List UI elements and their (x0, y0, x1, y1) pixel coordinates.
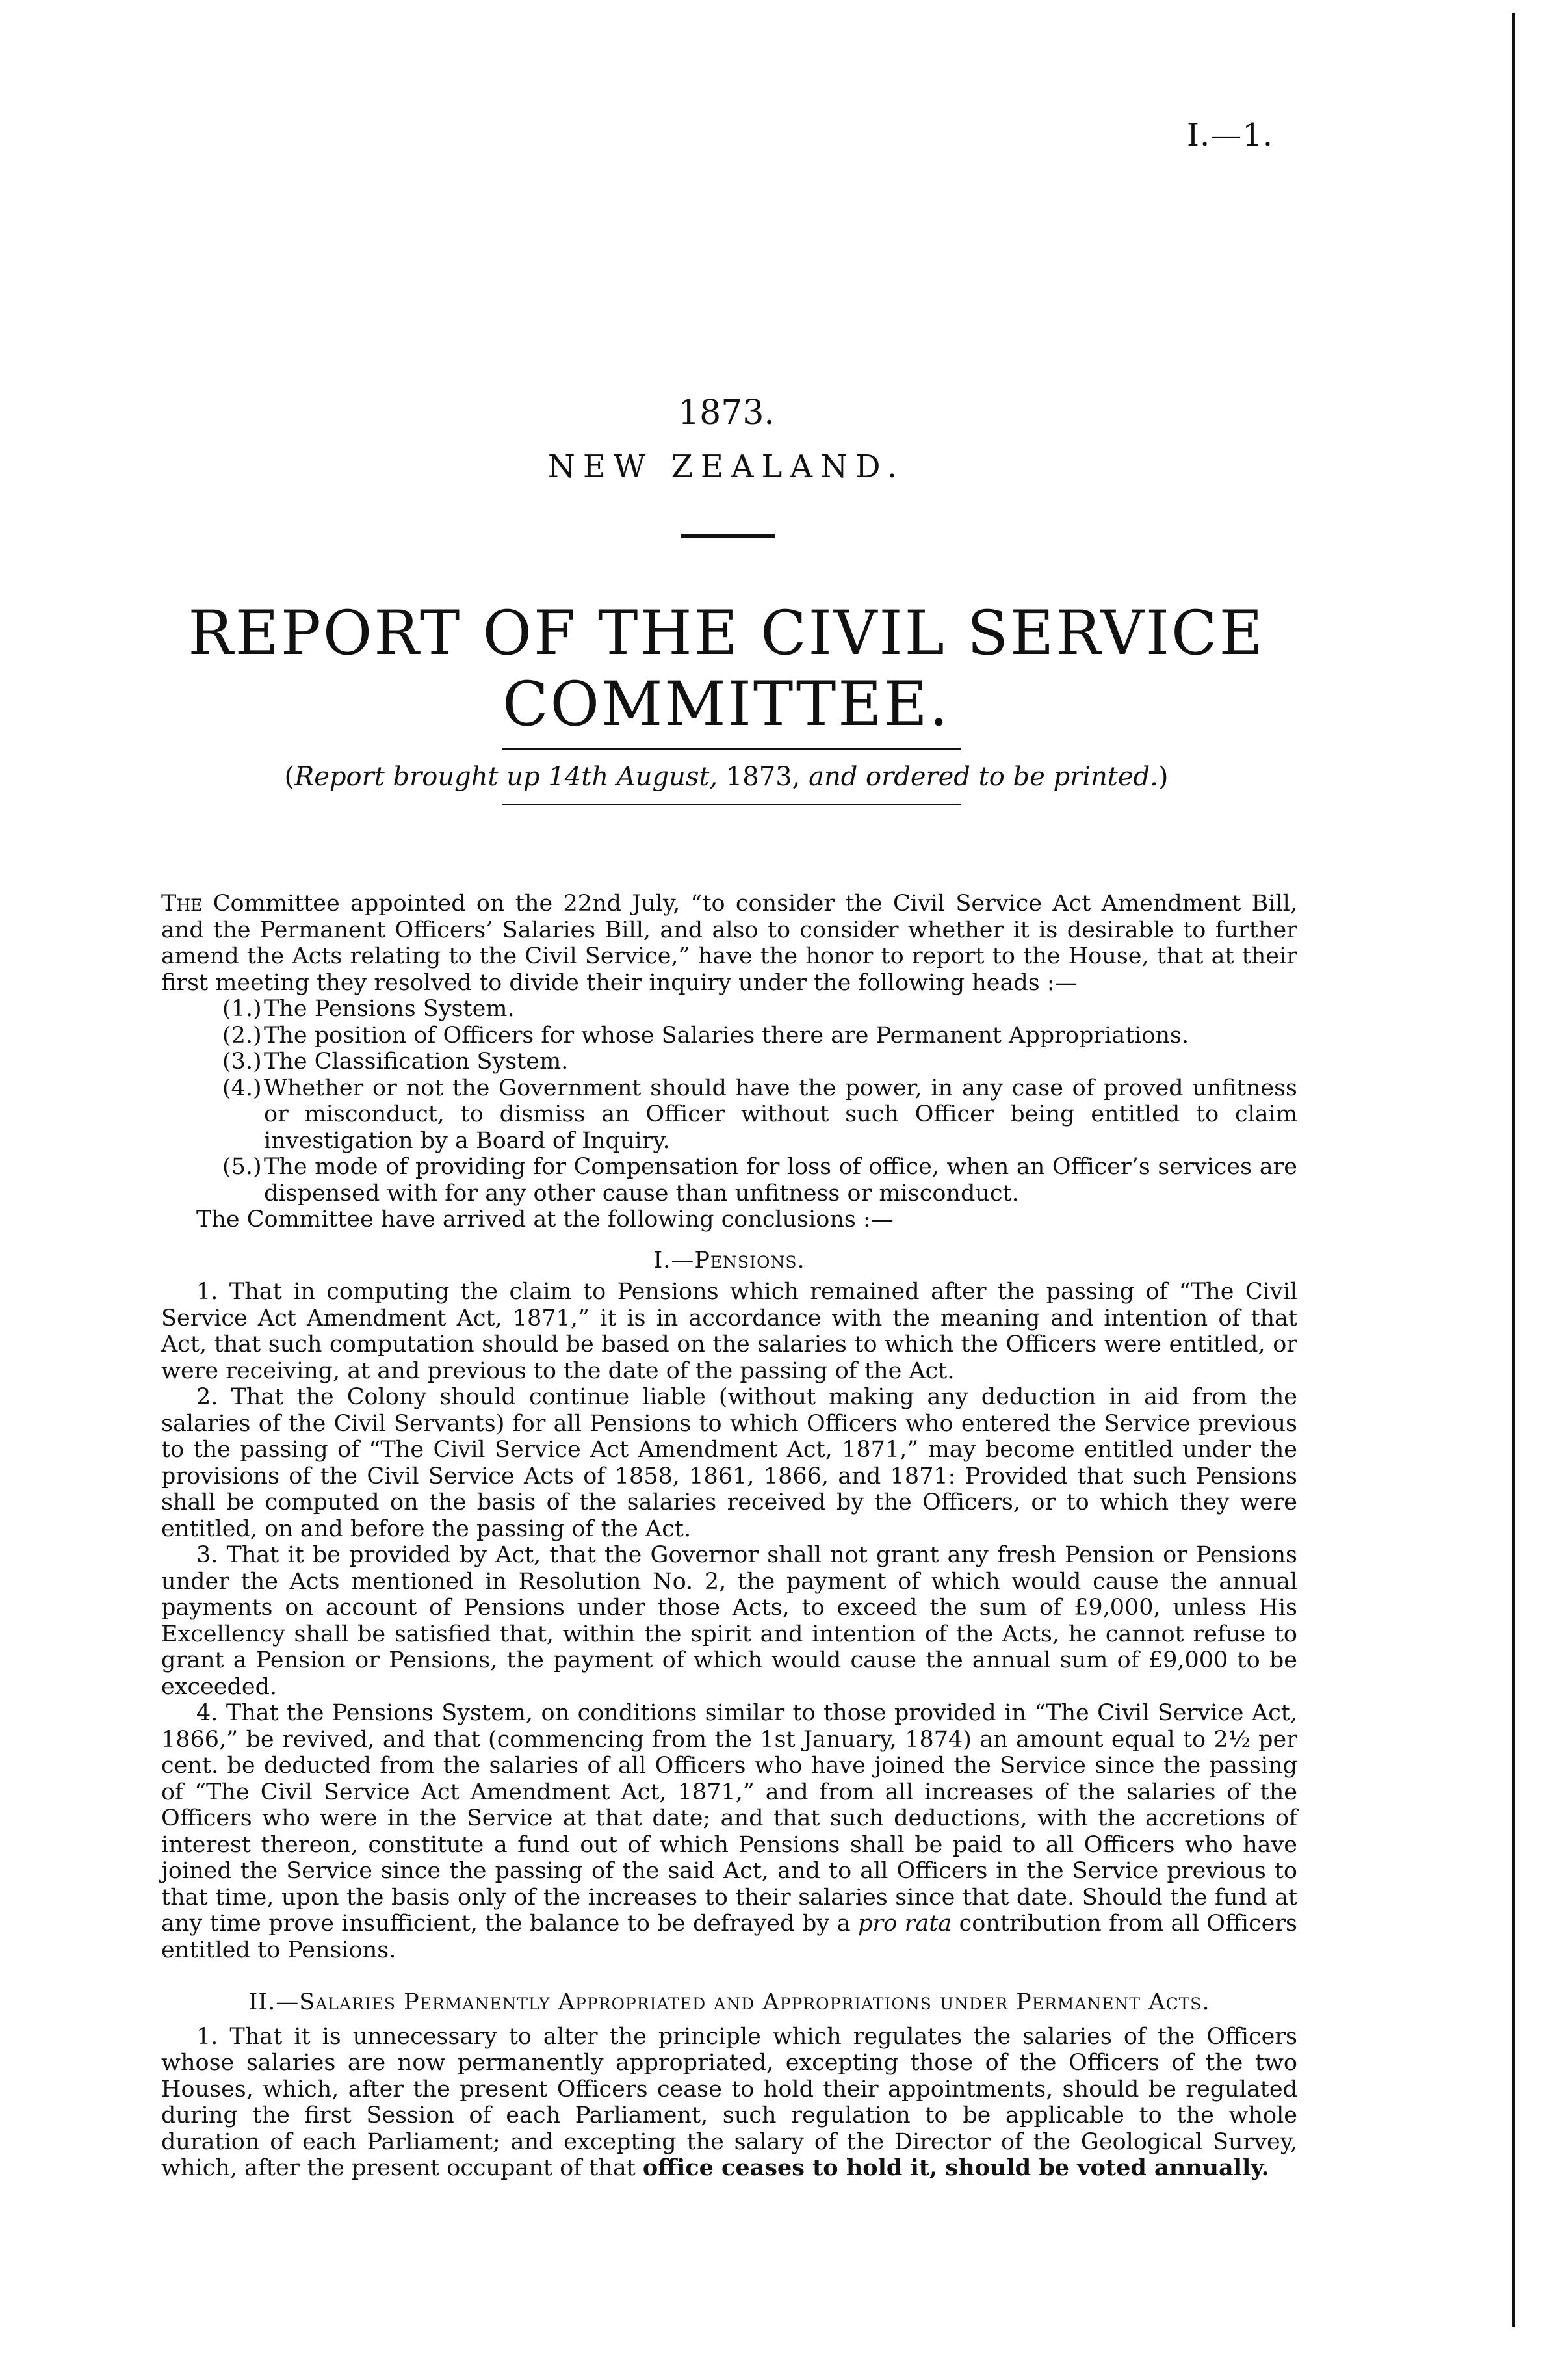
head-item-4 (161, 1075, 1297, 1155)
head-text: The mode of providing for Compensation for loss of office, when an Officer’s services are dispensed with for any other cause than unfitness or misconduct. (264, 1154, 1297, 1207)
page-reference: I.—1. (1187, 117, 1274, 153)
resolution-4-italic: pro rata (857, 1911, 952, 1937)
subtitle-rule-top (502, 748, 961, 750)
pensions-resolution-3: 3. That it be provided by Act, that the Governor shall not grant any fresh Pension or Pensions under the Acts mentioned in Resolution No. 2, the payment of which would cause the annual payments on account of Pensions under those Acts, to exceed the sum of £9,000, unless His Excellency shall be satisfied that, within the spirit and intention of the Acts, he cannot refuse to grant a Pension or Pensions, the payment of which would cause the annual sum of £9,000 to be exceeded. (161, 1542, 1297, 1700)
intro-paragraph (161, 891, 1297, 996)
head-item-1 (161, 996, 1297, 1023)
pensions-resolution-1: 1. That in computing the claim to Pensions which remained after the passing of “The Civil Service Act Amendment Act, 1871,” it is in accordance with the meaning and intention of that Act, that such computation should be based on the salaries to which the Officers were entitled, or were receiving, at and previous to the date of the passing of the Act. (161, 1279, 1297, 1384)
section-heading-salaries: II.—Salaries Permanently Appropriated and Appropriations under Permanent Acts. (248, 1989, 1210, 2015)
title-divider (681, 534, 775, 538)
head-text: The Classification System. (264, 1049, 569, 1075)
subtitle-italic-part1: Report brought up 14th August, (294, 762, 718, 792)
head-number: (4.) (222, 1075, 262, 1101)
intro-text: Committee appointed on the 22nd July, “to consider the Civil Service Act Amendment Bill, and the Permanent Officers’ Salaries Bill, and also to consider whether it is desirable to further amend the Acts relating to the Civil Service,” have the honor to report to the House, that at their first meeting they resolved to divide their inquiry under the following heads :— (161, 891, 1297, 996)
salaries-resolution-1 (161, 2024, 1297, 2182)
head-number: (1.) (222, 996, 262, 1022)
conclusions-intro: The Committee have arrived at the following conclusions :— (196, 1207, 894, 1233)
salaries-resolution-text: 1. That it is unnecessary to alter the principle which regulates the salaries of the Officers whose salaries are now permanently appropriated, excepting those of the Officers of the two Houses, which, after the present Officers cease to hold their appointments, should be regulated during the first Session of each Parliament, such regulation to be applicable to the whole duration of each Parliament; and excepting the salary of the Director of the Geological Survey, which, after the present occupant of that (161, 2023, 1297, 2181)
report-title: REPORT OF THE CIVIL SERVICE COMMITTEE. (188, 598, 1265, 740)
head-number: (3.) (222, 1049, 262, 1075)
right-margin-rule (1512, 13, 1515, 2327)
head-text: The Pensions System. (264, 996, 515, 1022)
salaries-resolution-end: office ceases to hold it, should be voted annually. (642, 2154, 1269, 2181)
subtitle-italic-part2: and ordered to be printed. (809, 762, 1158, 792)
head-number: (2.) (222, 1022, 262, 1049)
pensions-resolution-2: 2. That the Colony should continue liable (without making any deduction in aid from the salaries of the Civil Servants) for all Pensions to which Officers who entered the Service previous to the passing of “The Civil Service Act Amendment Act, 1871,” may become entitled under the provisions of the Civil Service Acts of 1858, 1861, 1866, and 1871: Provided that such Pensions shall be computed on the basis of the salaries received by the Officers, or to which they were entitled, on and before the passing of the Act. (161, 1384, 1297, 1542)
section-heading-pensions: I.—Pensions. (653, 1247, 805, 1274)
subtitle-rule-bottom (502, 804, 961, 805)
subtitle-close-paren: ) (1158, 762, 1169, 792)
pensions-resolution-4 (161, 1700, 1297, 1963)
head-number: (5.) (222, 1154, 262, 1180)
document-country: NEW ZEALAND. (547, 449, 905, 485)
report-body (161, 891, 1297, 2182)
resolution-4-end: contribution from all Officers entitled to Pensions. (161, 1911, 1297, 1963)
head-item-3 (161, 1049, 1297, 1075)
subtitle-year: 1873, (718, 762, 809, 792)
document-year: 1873. (678, 393, 775, 432)
subtitle-open-paren: ( (284, 762, 295, 792)
report-subtitle (0, 762, 1453, 792)
head-text: Whether or not the Government should have the power, in any case of proved unfitness or misconduct, to dismiss an Officer without such Officer being entitled to claim investigation by a Board of Inquiry. (264, 1075, 1297, 1154)
resolution-4-text: 4. That the Pensions System, on conditions similar to those provided in “The Civil Service Act, 1866,” be revived, and that (commencing from the 1st January, 1874) an amount equal to 2½ per cent. be deducted from the salaries of all Officers who have joined the Service since the passing of “The Civil Service Act Amendment Act, 1871,” and from all increases of the salaries of the Officers who were in the Service at that date; and that such deductions, with the accretions of interest thereon, constitute a fund out of which Pensions shall be paid to all Officers who have joined the Service since the passing of the said Act, and to all Officers in the Service previous to that time, upon the basis only of the increases to their salaries since that date. Should the fund at any time prove insufficient, the balance to be defrayed by a (161, 1700, 1297, 1937)
head-item-5 (161, 1154, 1297, 1207)
head-item-2 (161, 1023, 1297, 1049)
head-text: The position of Officers for whose Salaries there are Permanent Appropriations. (264, 1022, 1189, 1049)
intro-lead-word: The (161, 891, 203, 917)
